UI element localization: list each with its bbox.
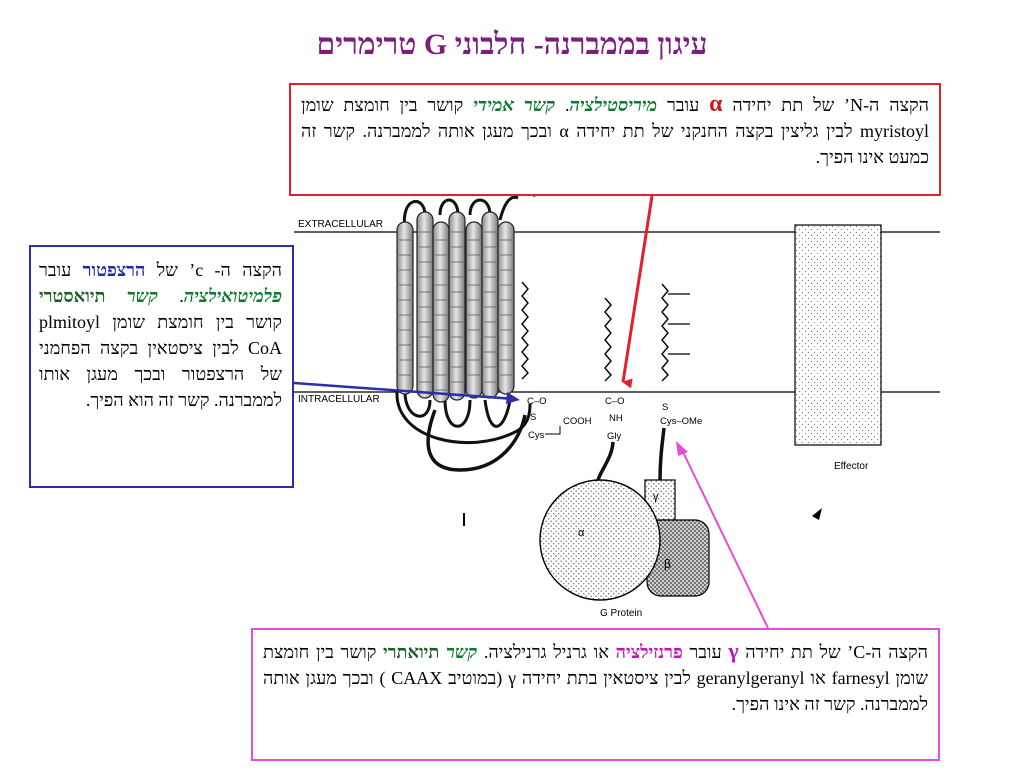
amide-bond-term: קשר אמידי bbox=[473, 95, 556, 115]
blue-text-1: הקצה ה- c’ של bbox=[156, 260, 282, 280]
blue-text-2: עובר bbox=[39, 260, 72, 280]
beta-subunit-label: β bbox=[664, 557, 671, 571]
myristoylation-term: מיריסטילציה bbox=[569, 95, 658, 115]
gamma-symbol: γ bbox=[728, 638, 739, 663]
thioester-term: תיואסטרי bbox=[39, 286, 106, 306]
effector-protein bbox=[795, 225, 881, 445]
palmitoylation-term: פלמיטואילציה bbox=[183, 286, 283, 306]
bond-term: קשר bbox=[126, 286, 158, 306]
blue-text-4: קושר בין חומצת שומן plmitoyl CoA לבין ציסטאין בקצה הפחמני של הרצפטור ובכך מעגן אותו לממברנה. קשר זה הוא הפיך. bbox=[39, 312, 282, 410]
alpha-subunit bbox=[540, 480, 660, 600]
pink-text-3: או גרניל גרנילציה. bbox=[483, 642, 610, 662]
g-protein-label: G Protein bbox=[600, 608, 643, 619]
farnesyl-branches bbox=[668, 294, 690, 354]
page-title: עיגון בממברנה- חלבוני G טרימרים bbox=[316, 28, 708, 61]
anchor1-cooh: COOH bbox=[563, 416, 592, 427]
prenylation-callout bbox=[251, 628, 940, 761]
receptor-term: הרצפטור bbox=[82, 260, 146, 280]
pink-arrowhead-icon bbox=[676, 441, 688, 456]
intracellular-label: INTRACELLULAR bbox=[298, 394, 380, 405]
gamma-subunit-label: γ bbox=[653, 491, 659, 503]
bond-term: קשר bbox=[446, 642, 478, 662]
red-text-4: קושר בין חומצת שומן myristoyl לבין גליצין בקצה החנקני של תת יחידה α ובכך מעגן אותה לממברנה. קשר זה כמעט אינו הפיך. bbox=[301, 95, 929, 167]
pink-text-1: הקצה ה-C’ של תת יחידה bbox=[745, 642, 929, 662]
red-callout-arrow bbox=[623, 196, 652, 382]
myristoylation-callout bbox=[289, 83, 941, 196]
farnesyl-chain bbox=[662, 284, 668, 381]
pink-text-2: עובר bbox=[689, 642, 722, 662]
palmitoyl-chain bbox=[522, 282, 528, 379]
anchor1-co: C–O bbox=[527, 396, 547, 407]
anchor2-gly: Gly bbox=[607, 431, 622, 442]
extracellular-label: EXTRACELLULAR bbox=[298, 219, 384, 230]
myristoyl-chain bbox=[605, 298, 611, 381]
anchor1-bond bbox=[545, 426, 560, 434]
alpha-tether bbox=[598, 442, 613, 480]
arrowhead-icon bbox=[812, 508, 822, 520]
thioether-term: תיואתרי bbox=[382, 642, 440, 662]
anchor1-cys: Cys bbox=[528, 430, 545, 441]
blue-text-3: . bbox=[179, 286, 184, 306]
blue-arrowhead-icon bbox=[506, 392, 520, 404]
anchor3-s: S bbox=[662, 402, 669, 413]
red-text-2: עובר bbox=[666, 95, 700, 115]
anchor3-cys: Cys–OMe bbox=[660, 416, 703, 427]
gamma-tether bbox=[660, 428, 664, 480]
effector-label: Effector bbox=[834, 461, 869, 472]
anchor2-nh: NH bbox=[609, 413, 623, 424]
anchor1-s: S bbox=[530, 412, 537, 423]
red-text-1: הקצה ה-N’ של תת יחידה bbox=[732, 95, 930, 115]
red-text-3: . bbox=[564, 95, 570, 115]
alpha-symbol: α bbox=[709, 91, 723, 117]
farnesylation-term: פרנזילציה bbox=[615, 642, 683, 662]
palmitoylation-callout bbox=[29, 245, 294, 488]
anchor2-co: C–O bbox=[605, 396, 625, 407]
pink-text-4: קושר בין חומצת שומן farnesyl או geranylgeranyl לבין ציסטאין בתת יחידה γ (במוטיב CAAX ) ובכך מעגן אותה לממברנה. קשר זה אינו הפיך. bbox=[263, 642, 928, 714]
alpha-subunit-label: α bbox=[578, 527, 585, 539]
